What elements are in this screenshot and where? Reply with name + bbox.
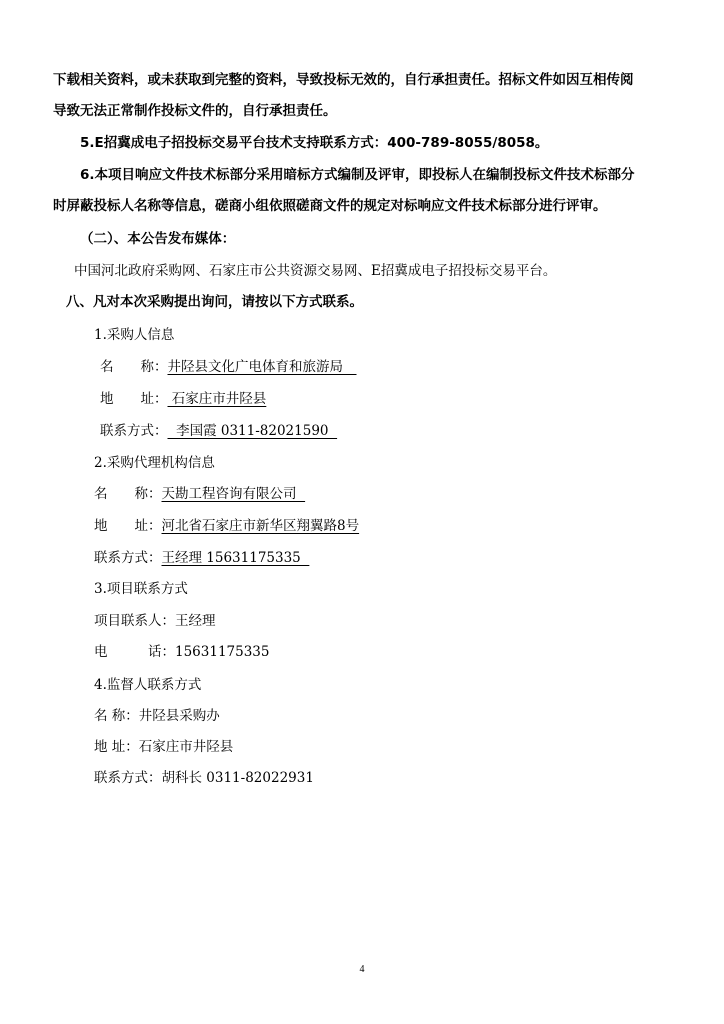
media-content: 中国河北政府采购网、石家庄市公共资源交易网、E招冀成电子招投标交易平台。 <box>74 263 557 279</box>
purchaser-name-label: 名 称： <box>100 359 168 375</box>
supervisor-name-line: 名 称：井陉县采购办 <box>94 708 220 724</box>
agency-contact-row <box>94 548 309 568</box>
agency-contact-label: 联系方式： <box>94 550 162 566</box>
project-phone-row <box>94 642 269 662</box>
media-heading: （二）、本公告发布媒体： <box>80 231 236 247</box>
paragraph-line: 下载相关资料，或未获取到完整的资料，导致投标无效的，自行承担责任。招标文件如因互相传阅 <box>53 72 634 88</box>
purchaser-name-value: 井陉县文化广电体育和旅游局 <box>167 359 357 375</box>
purchaser-address-label: 地 址： <box>100 391 168 407</box>
agency-name-row <box>94 484 305 504</box>
purchaser-contact-label: 联系方式： <box>100 423 168 439</box>
purchaser-contact-row <box>100 421 337 441</box>
paragraph-line: 6.本项目响应文件技术标部分采用暗标方式编制及评审，即投标人在编制投标文件技术标部分 <box>80 167 635 183</box>
agency-address-value: 河北省石家庄市新华区翔翼路8号 <box>161 518 360 534</box>
project-title: 3.项目联系方式 <box>94 581 188 597</box>
purchaser-title: 1.采购人信息 <box>94 327 175 343</box>
agency-contact-value: 王经理 15631175335 <box>161 550 310 566</box>
paragraph-line: 时屏蔽投标人名称等信息，磋商小组依照磋商文件的规定对标响应文件技术标部分进行评审。 <box>53 198 607 214</box>
agency-address-row <box>94 516 359 536</box>
purchaser-name-row <box>100 357 357 377</box>
paragraph-line: 导致无法正常制作投标文件的，自行承担责任。 <box>53 103 337 119</box>
supervisor-title: 4.监督人联系方式 <box>94 677 202 693</box>
page-number: 4 <box>359 964 365 975</box>
purchaser-address-row <box>100 389 266 409</box>
supervisor-address-line: 地 址：石家庄市井陉县 <box>94 739 234 755</box>
supervisor-contact-line: 联系方式：胡科长 0311-82022931 <box>94 770 314 786</box>
project-person-label: 项目联系人： <box>94 613 175 629</box>
purchaser-contact-value: 李国霞 0311-82021590 <box>167 423 338 439</box>
project-person-row <box>94 611 216 631</box>
contact-heading: 八、凡对本次采购提出询问，请按以下方式联系。 <box>66 294 363 310</box>
agency-title: 2.采购代理机构信息 <box>94 455 215 471</box>
project-phone-label: 电 话： <box>94 644 175 660</box>
agency-name-label: 名 称： <box>94 486 162 502</box>
tech-support-paragraph: 5.E招冀成电子招投标交易平台技术支持联系方式：400-789-8055/8058。 <box>80 135 549 151</box>
agency-address-label: 地 址： <box>94 518 162 534</box>
agency-name-value: 天勘工程咨询有限公司 <box>161 486 306 502</box>
project-person-value: 王经理 <box>175 613 216 629</box>
project-phone-value: 15631175335 <box>175 644 270 660</box>
purchaser-address-value: 石家庄市井陉县 <box>167 391 267 407</box>
